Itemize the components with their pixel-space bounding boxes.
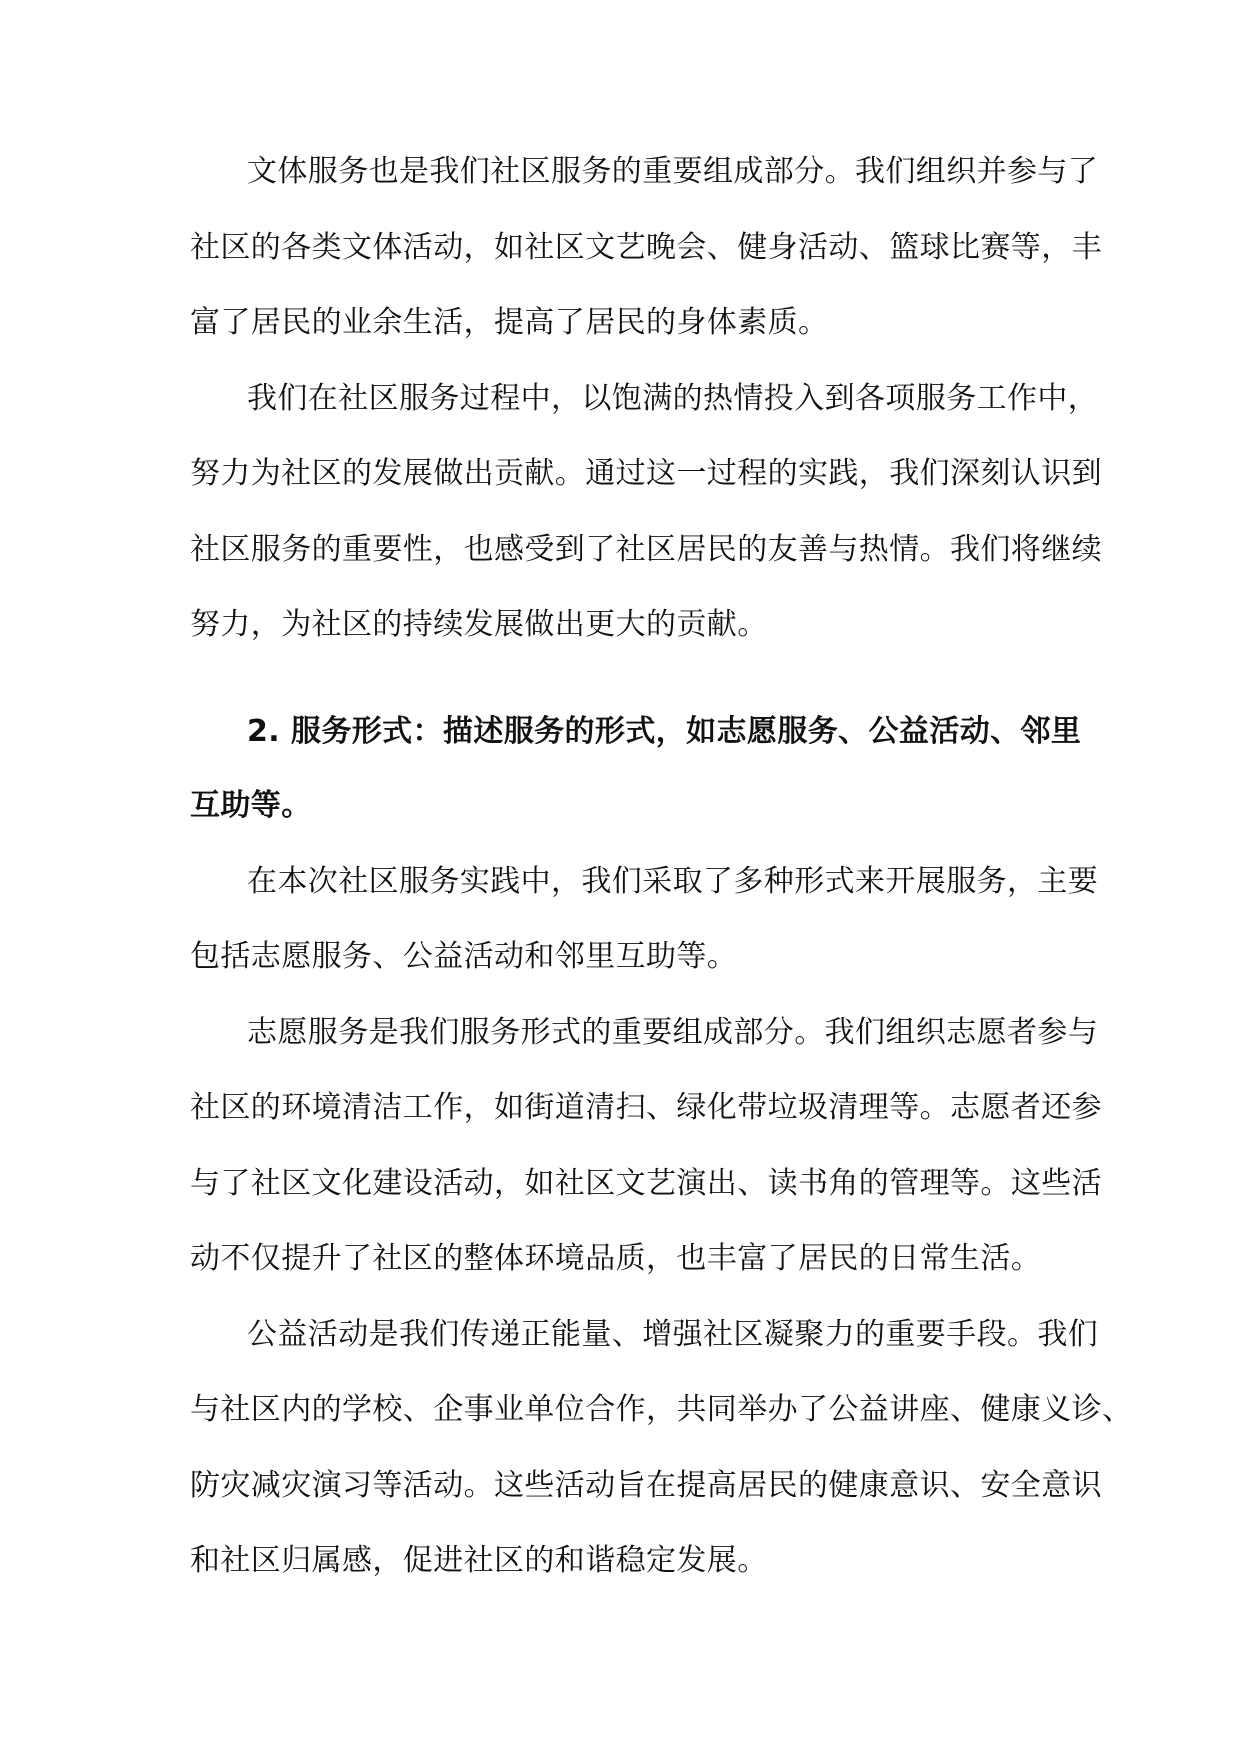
paragraph-1-line-1: 文体服务也是我们社区服务的重要组成部分。我们组织并参与了 bbox=[247, 154, 1099, 189]
paragraph-2-line-3: 社区服务的重要性，也感受到了社区居民的友善与热情。我们将继续 bbox=[190, 532, 1102, 567]
paragraph-3-line-1: 在本次社区服务实践中，我们采取了多种形式来开展服务，主要 bbox=[247, 864, 1099, 899]
paragraph-5-line-1: 公益活动是我们传递正能量、增强社区凝聚力的重要手段。我们 bbox=[247, 1317, 1099, 1352]
paragraph-2-line-1: 我们在社区服务过程中，以饱满的热情投入到各项服务工作中， bbox=[247, 381, 1099, 416]
paragraph-3-line-2: 包括志愿服务、公益活动和邻里互助等。 bbox=[190, 939, 738, 974]
paragraph-4-line-3: 与了社区文化建设活动，如社区文艺演出、读书角的管理等。这些活 bbox=[190, 1166, 1102, 1201]
paragraph-4-line-4: 动不仅提升了社区的整体环境品质，也丰富了居民的日常生活。 bbox=[190, 1241, 1042, 1276]
paragraph-4-line-2: 社区的环境清洁工作，如街道清扫、绿化带垃圾清理等。志愿者还参 bbox=[190, 1090, 1102, 1125]
paragraph-5-line-3: 防灾减灾演习等活动。这些活动旨在提高居民的健康意识、安全意识 bbox=[190, 1468, 1102, 1503]
section-heading-line-2: 互助等。 bbox=[190, 788, 312, 823]
section-heading-line-1: 2. 服务形式：描述服务的形式，如志愿服务、公益活动、邻里 bbox=[247, 714, 1082, 749]
paragraph-1-line-2: 社区的各类文体活动，如社区文艺晚会、健身活动、篮球比赛等，丰 bbox=[190, 230, 1102, 265]
paragraph-4-line-1: 志愿服务是我们服务形式的重要组成部分。我们组织志愿者参与 bbox=[247, 1015, 1099, 1050]
paragraph-1-line-3: 富了居民的业余生活，提高了居民的身体素质。 bbox=[190, 305, 829, 340]
paragraph-5-line-2: 与社区内的学校、企事业单位合作，共同举办了公益讲座、健康义诊、 bbox=[190, 1392, 1133, 1427]
paragraph-5-line-4: 和社区归属感，促进社区的和谐稳定发展。 bbox=[190, 1543, 768, 1578]
paragraph-2-line-4: 努力，为社区的持续发展做出更大的贡献。 bbox=[190, 607, 768, 642]
paragraph-2-line-2: 努力为社区的发展做出贡献。通过这一过程的实践，我们深刻认识到 bbox=[190, 456, 1102, 491]
